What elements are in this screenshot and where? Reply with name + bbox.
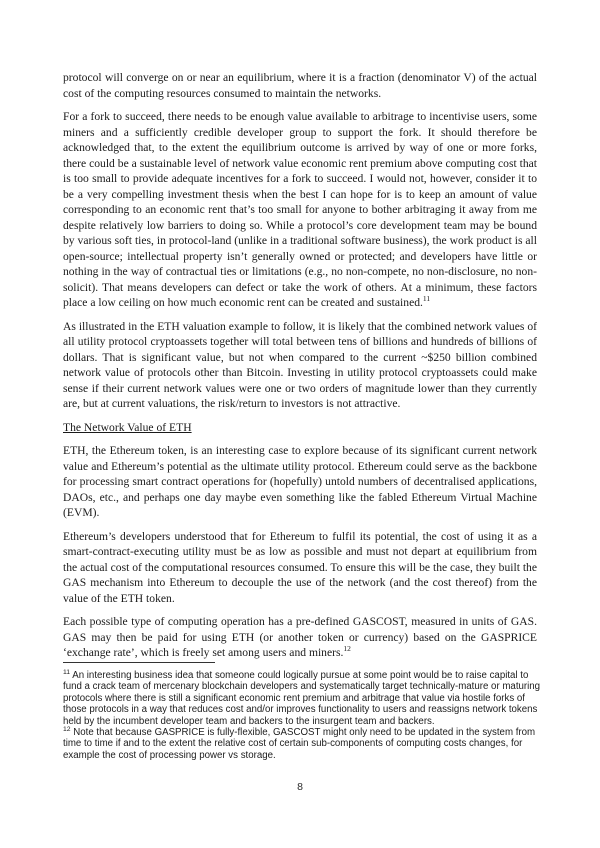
footnote-12	[63, 727, 541, 761]
footnote-12-text: Note that because GASPRICE is fully-flexible, GASCOST might only need to be updated in the system from time to time if and to the extent the relative cost of certain sub-components of computing costs changes, for example the cost of processing power vs storage.	[63, 727, 536, 761]
footnote-ref-11: 11	[422, 294, 431, 304]
footnotes-section	[63, 662, 541, 761]
document-body	[63, 70, 537, 669]
paragraph-6	[63, 614, 537, 661]
footnote-11	[63, 670, 541, 727]
paragraph-4	[63, 443, 537, 521]
footnote-12-marker: 12	[63, 725, 71, 733]
paragraph-5-text: Ethereum’s developers understood that for Ethereum to fulfil its potential, the cost of using it as a smart-contract-executing utility must be as low as possible and must not depart at equilibrium from the actual cost of the computational resources consumed. To ensure this will be the case, they built the GAS mechanism into Ethereum to decouple the use of the network (and the cost thereof) from the value of the ETH token.	[63, 529, 537, 605]
footnote-separator	[63, 662, 215, 663]
page-number: 8	[297, 781, 303, 793]
section-heading: The Network Value of ETH	[63, 420, 192, 434]
paragraph-6-text: Each possible type of computing operation has a pre-defined GASCOST, measured in units of GAS. GAS may then be paid for using ETH (or another token or currency) based on the GASPRICE ‘exchange rate’, which is freely set among users and miners.	[63, 615, 537, 659]
paragraph-4-text: ETH, the Ethereum token, is an interesting case to explore because of its significant current network value and Ethereum’s potential as the ultimate utility protocol. Ethereum could serve as the backbone for processing smart contract operations for (hopefully) untold numbers of decentralised applications, DAOs, etc., and perhaps one day maybe even something like the fabled Ethereum Virtual Machine (EVM).	[63, 444, 537, 519]
paragraph-2-text: For a fork to succeed, there needs to be enough value available to arbitrage to incentivise users, some miners and a sufficiently credible developer group to support the fork. It should therefore be acknowledged that, to the extent the equilibrium outcome is arrived by way of one or more forks, there could be a sustainable level of network value economic rent premium above computing cost that is too small to provide adequate incentives for a fork to succeed. I would not, however, consider it to be a very compelling investment thesis when the best I can hope for is to keep an amount of value corresponding to an economic rent that’s too small for anyone to bother arbitraging it away from me despite relatively low barriers to doing so. While a protocol’s core development team may be bound by various soft ties, in protocol-land (unlike in a traditional software business), the work product is all open-source; intellectual property isn’t generally owned or protected; and developers have little or nothing in the way of contractual ties or limitations (e.g., no non-compete, no non-disclosure, no non-solicit). That means developers can defect or take the work of others. At a minimum, these factors place a low ceiling on how much economic rent can be created and sustained.	[63, 110, 537, 309]
paragraph-1-text: protocol will converge on or near an equilibrium, where it is a fraction (denominator V) of the actual cost of the computing resources consumed to maintain the networks.	[63, 71, 537, 100]
footnote-ref-12: 12	[343, 644, 351, 654]
paragraph-2	[63, 109, 537, 311]
footnote-11-marker: 11	[63, 668, 71, 676]
paragraph-3-text: As illustrated in the ETH valuation example to follow, it is likely that the combined network values of all utility protocol cryptoassets together will total between tens of billions and hundreds of billions of dollars. That is significant value, but not when compared to the current ~$250 billion combined network value of protocols other than Bitcoin. Investing in utility protocol cryptoassets could make sense if their current network values were one or two orders of magnitude lower than they currently are, but at current valuations, the risk/return to investors is not attractive.	[63, 319, 537, 410]
paragraph-5	[63, 529, 537, 607]
paragraph-1	[63, 70, 537, 101]
footnote-11-text: An interesting business idea that someone could logically pursue at some point would be to raise capital to fund a crack team of mercenary blockchain developers and systematically target technically-mature or maturing protocols where there is still a significant economic rent premium and arbitrage that value via hostile forks of those protocols in a way that reduces cost and/or improves functionality to users and reassigns network tokens held by the incumbent developer team and backers to the insurgent team and backers.	[63, 670, 541, 727]
paragraph-3	[63, 319, 537, 412]
